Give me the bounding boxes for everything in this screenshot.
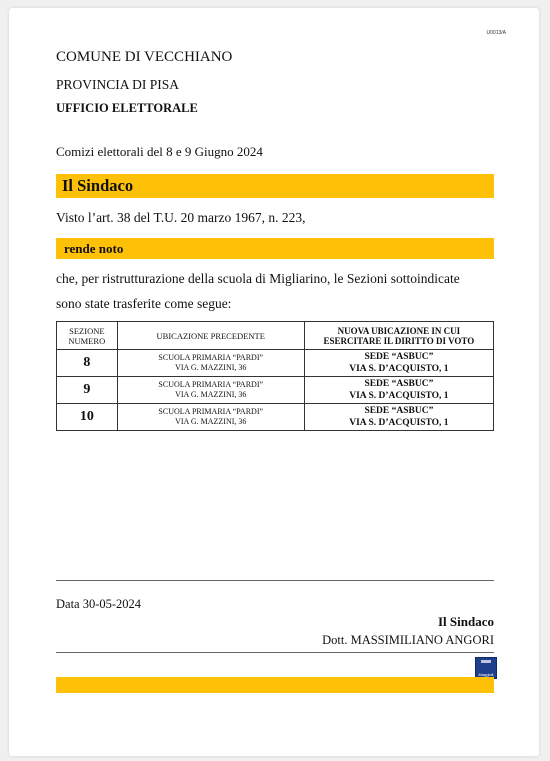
divider-bottom: [56, 652, 494, 653]
document-code: U0013/A: [486, 30, 506, 36]
table-row: [57, 350, 494, 377]
signature-name: Dott. MASSIMILIANO ANGORI: [322, 633, 494, 647]
sezioni-table: [56, 321, 494, 431]
ubicazione-precedente: SCUOLA PRIMARIA “PARDI” VIA G. MAZZINI, 36: [117, 350, 304, 377]
header-nuova: NUOVA UBICAZIONE IN CUI ESERCITARE IL DIRITTO DI VOTO: [304, 322, 493, 350]
ubicazione-precedente: SCUOLA PRIMARIA “PARDI” VIA G. MAZZINI, 36: [117, 404, 304, 431]
ufficio-title: UFFICIO ELETTORALE: [56, 101, 198, 115]
comizi-line: Comizi elettorali del 8 e 9 Giugno 2024: [56, 144, 263, 159]
sezione-numero: 10: [57, 404, 118, 431]
document-date: Data 30-05-2024: [56, 597, 142, 611]
nuova-ubicazione: SEDE “ASBUC” VIA S. D’ACQUISTO, 1: [304, 404, 493, 431]
maggioli-logo: [475, 657, 497, 679]
logo-mark-icon: [481, 660, 491, 663]
sindaco-banner-label: Il Sindaco: [62, 176, 134, 195]
table-header-row: [57, 322, 494, 350]
body-line-2: sono state trasferite come segue:: [56, 296, 232, 311]
sindaco-banner: [56, 174, 494, 198]
ubicazione-precedente: SCUOLA PRIMARIA “PARDI” VIA G. MAZZINI, 36: [117, 377, 304, 404]
rende-noto-banner: [56, 238, 494, 259]
header-precedente: UBICAZIONE PRECEDENTE: [117, 322, 304, 350]
divider-top: [56, 580, 494, 581]
footer-banner: [56, 677, 494, 693]
visto-line: Visto l’art. 38 del T.U. 20 marzo 1967, n. 223,: [56, 210, 306, 225]
comune-title: COMUNE DI VECCHIANO: [56, 49, 233, 65]
table-row: [57, 404, 494, 431]
table-row: [57, 377, 494, 404]
sezione-numero: 9: [57, 377, 118, 404]
provincia-title: PROVINCIA DI PISA: [56, 77, 180, 92]
signature-title: Il Sindaco: [438, 614, 494, 629]
logo-text: Maggioli: [478, 672, 494, 677]
header-sezione: SEZIONE NUMERO: [57, 322, 118, 350]
rende-noto-label: rende noto: [64, 241, 124, 256]
nuova-ubicazione: SEDE “ASBUC” VIA S. D’ACQUISTO, 1: [304, 350, 493, 377]
body-line-1: che, per ristrutturazione della scuola di Migliarino, le Sezioni sottoindicate: [56, 271, 460, 286]
sezione-numero: 8: [57, 350, 118, 377]
nuova-ubicazione: SEDE “ASBUC” VIA S. D’ACQUISTO, 1: [304, 377, 493, 404]
